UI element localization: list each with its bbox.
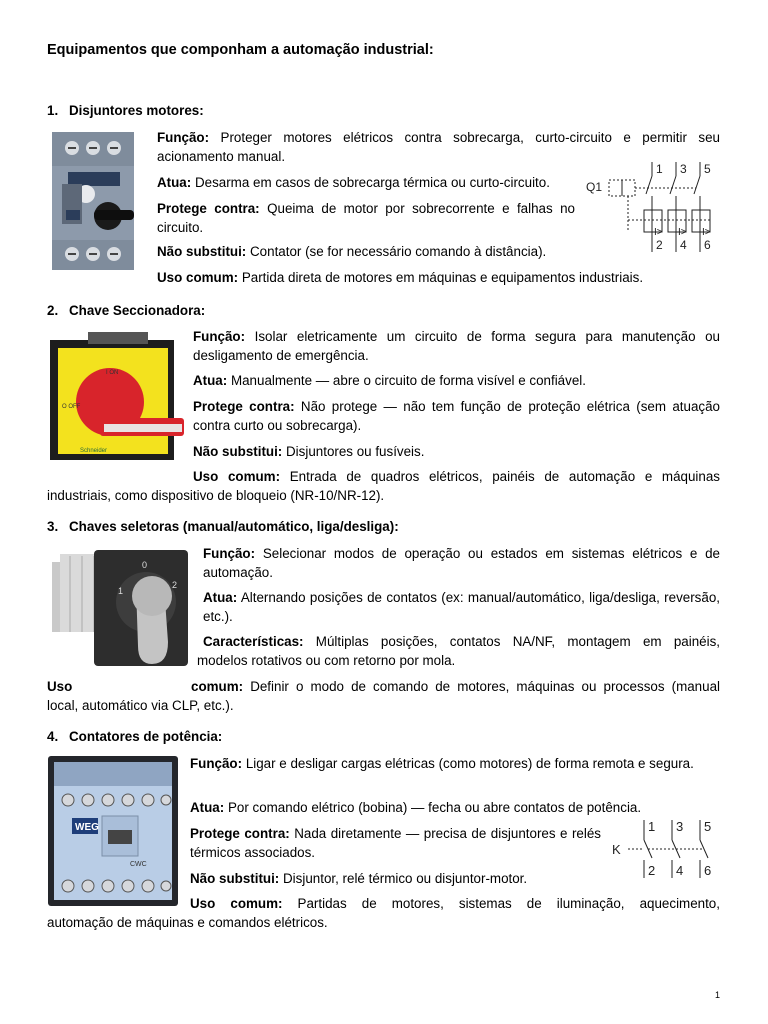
value: Isolar eletricamente um circuito de forma segura para manutenção ou desligamento de emergência. (193, 329, 720, 363)
s1-atua (157, 173, 587, 192)
t5: 5 (704, 819, 712, 834)
value: Nada diretamente — precisa de disjuntores e relés térmicos associados. (190, 826, 601, 860)
contactor-image (46, 754, 182, 908)
s3-caracteristicas-cont: modelos rotativos ou com retorno por mola. (197, 653, 456, 668)
disconnect-switch-image (48, 330, 184, 462)
section-title: Chaves seletoras (manual/automático, liga/desliga): (69, 519, 399, 534)
b6: 6 (704, 238, 711, 252)
label: Protege contra: (157, 201, 260, 216)
b4: 4 (680, 238, 687, 252)
s2-protege (193, 397, 720, 435)
label: Uso comum: (193, 469, 281, 484)
label: Função: (203, 546, 256, 561)
label: Não substitui: (190, 871, 280, 886)
s2-funcao (193, 327, 720, 365)
section-number: 4. (47, 729, 59, 744)
page-number: 1 (714, 990, 720, 1000)
s2-uso-comum (193, 467, 720, 486)
svg-text:WEG: WEG (75, 822, 99, 833)
label: Não substitui: (193, 444, 283, 459)
section-number: 3. (47, 519, 59, 534)
value: Entrada de quadros elétricos, painéis de automação e máquinas (289, 469, 720, 484)
selector-switch-image (48, 546, 192, 672)
svg-text:0: 0 (142, 560, 148, 570)
s3-uso-word: Uso (47, 679, 73, 694)
trip1: I> (654, 227, 663, 238)
value: Alternando posições de contatos (ex: manual/automático, liga/desliga, reversão, etc.). (203, 590, 720, 624)
label: Protege contra: (193, 399, 295, 414)
s3-funcao (203, 544, 720, 582)
s4-atua (190, 798, 720, 817)
label: Atua: (190, 800, 225, 815)
s1-nao-substitui (157, 242, 587, 261)
value: Múltiplas posições, contatos NA/NF, montagem em painéis, (315, 634, 720, 649)
s3-atua (203, 588, 720, 626)
q1-label: Q1 (586, 180, 603, 194)
value: Queima de motor por sobrecorrente e falhas no circuito. (157, 201, 575, 235)
value: Manualmente — abre o circuito de forma visível e confiável. (230, 373, 586, 388)
section-number: 2. (47, 303, 59, 318)
label: Uso comum: (157, 270, 239, 285)
value: Por comando elétrico (bobina) — fecha ou abre contatos de potência. (227, 800, 642, 815)
t1: 1 (648, 819, 656, 834)
s4-uso-comum-cont: automação de máquinas e comandos elétricos. (47, 915, 328, 930)
label: Atua: (203, 590, 238, 605)
s3-uso-comum (191, 677, 720, 696)
b2: 2 (656, 238, 663, 252)
section-number: 1. (47, 103, 59, 118)
svg-text:2: 2 (172, 580, 178, 590)
value: Desarma em casos de sobrecarga térmica ou curto-circuito. (194, 175, 550, 190)
trip2: I> (678, 227, 687, 238)
t5: 5 (704, 162, 711, 176)
value: Partida direta de motores em máquinas e equipamentos industriais. (241, 270, 644, 285)
label: Não substitui: (157, 244, 247, 259)
s4-nao-substitui (190, 869, 610, 888)
label: Atua: (193, 373, 228, 388)
page-title: Equipamentos que componham a automação industrial: (47, 42, 434, 58)
k-contactor-symbol (610, 818, 722, 880)
section-heading-seccionadora (47, 303, 205, 318)
svg-text:Schneider: Schneider (80, 448, 108, 454)
value: Disjuntor, relé térmico ou disjuntor-motor. (283, 871, 528, 886)
t3: 3 (680, 162, 687, 176)
svg-text:1: 1 (118, 586, 124, 596)
value: Proteger motores elétricos contra sobrecarga, curto-circuito e permitir seu acionamento manual. (157, 130, 720, 164)
value: Não protege — não tem função de proteção elétrica (sem atuação contra curto ou sobrecarga). (193, 399, 720, 433)
s2-atua (193, 371, 720, 390)
s3-caracteristicas (203, 632, 720, 651)
value: Selecionar modos de operação ou estados em sistemas elétricos e de automação. (203, 546, 720, 580)
s4-protege (190, 824, 601, 862)
section-heading-seletoras (47, 519, 399, 534)
svg-text:CWC: CWC (130, 861, 147, 868)
value: Contator (se for necessário comando à distância). (250, 244, 547, 259)
s4-uso-comum (190, 894, 720, 913)
label: Características: (203, 634, 304, 649)
motor-breaker-image (48, 130, 138, 272)
label: Protege contra: (190, 826, 290, 841)
label: Uso comum: (190, 896, 283, 911)
value: Partidas de motores, sistemas de iluminação, aquecimento, (297, 896, 720, 911)
section-heading-contatores (47, 729, 222, 744)
value: Ligar e desligar cargas elétricas (como motores) de forma remota e segura. (245, 756, 694, 771)
s3-uso-comum-cont: local, automático via CLP, etc.). (47, 698, 234, 713)
s2-nao-substitui (193, 442, 720, 461)
s1-uso-comum (157, 268, 720, 287)
b4: 4 (676, 863, 684, 878)
s2-uso-comum-cont: industriais, como dispositivo de bloqueio (NR-10/NR-12). (47, 488, 385, 503)
svg-text:I ON: I ON (106, 370, 119, 376)
trip3: I> (702, 227, 711, 238)
section-title: Chave Seccionadora: (69, 303, 206, 318)
q1-breaker-symbol (584, 160, 724, 252)
value: Disjuntores ou fusíveis. (286, 444, 425, 459)
label: comum: (191, 679, 244, 694)
label: Atua: (157, 175, 192, 190)
t3: 3 (676, 819, 684, 834)
section-title: Contatores de potência: (69, 729, 223, 744)
label: Função: (190, 756, 243, 771)
section-title: Disjuntores motores: (69, 103, 204, 118)
svg-text:O OFF: O OFF (62, 404, 81, 410)
t1: 1 (656, 162, 663, 176)
b6: 6 (704, 863, 712, 878)
k-label: K (612, 842, 621, 857)
section-heading-disjuntores (47, 103, 204, 118)
label: Função: (193, 329, 246, 344)
s4-funcao (190, 754, 720, 773)
label: Função: (157, 130, 210, 145)
s1-protege (157, 199, 575, 237)
b2: 2 (648, 863, 656, 878)
value: Definir o modo de comando de motores, máquinas ou processos (manual (250, 679, 720, 694)
